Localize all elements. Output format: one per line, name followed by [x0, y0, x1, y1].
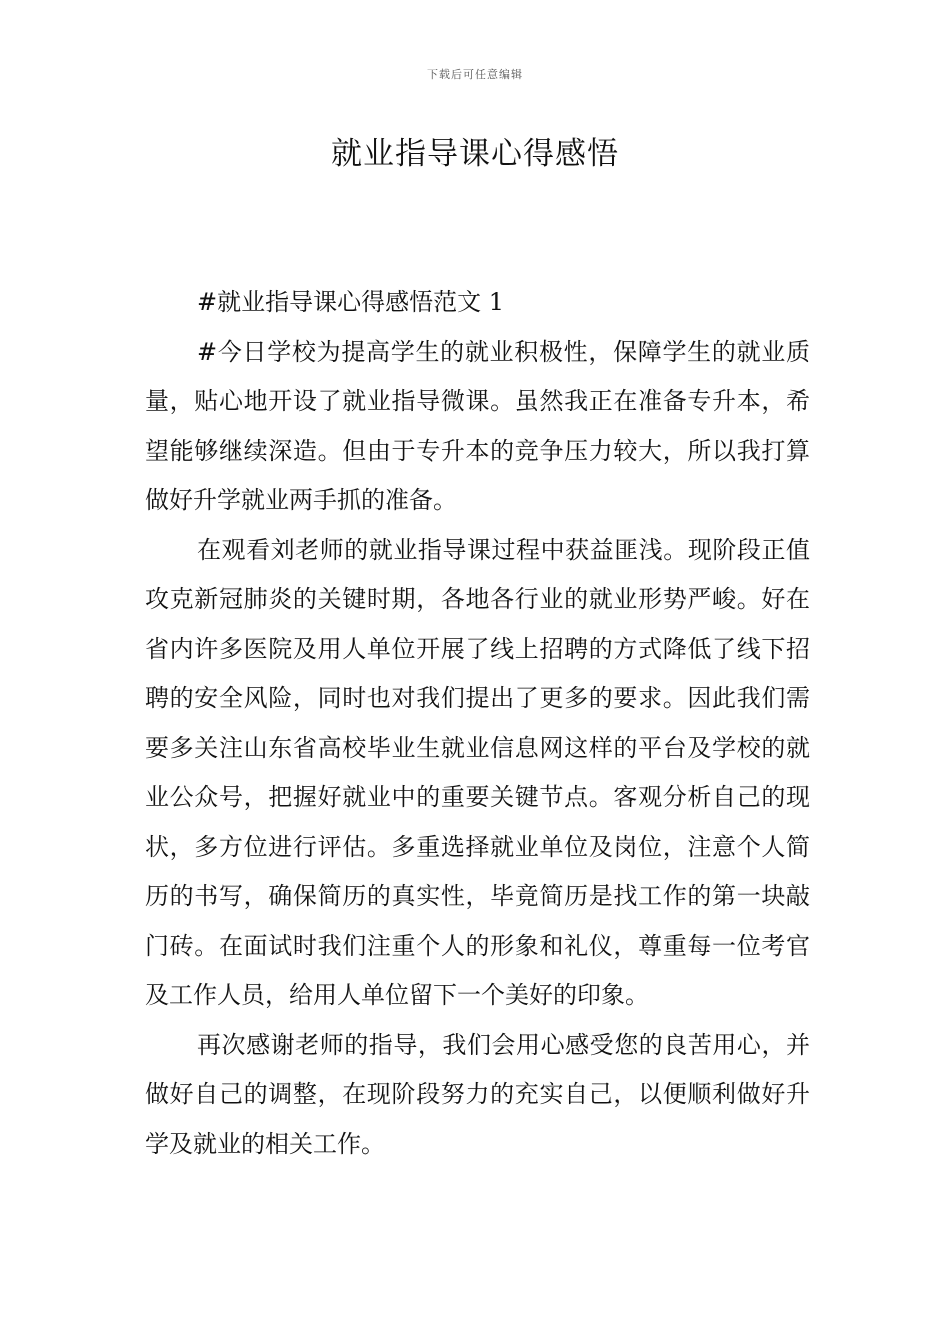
paragraph-heading: #就业指导课心得感悟范文 1: [197, 288, 505, 316]
header-note: 下载后可任意编辑: [427, 68, 523, 81]
paragraph: #今日学校为提高学生的就业积极性，保障学生的就业质量，贴心地开设了就业指导微课。虽然我正在准备专升本，希望能够继续深造。但由于专升本的竞争压力较大，所以我打算做好升学就业两手抓的准备。: [145, 337, 810, 514]
document-body: [145, 278, 810, 1169]
document-title: 就业指导课心得感悟: [331, 136, 619, 172]
paragraph: 在观看刘老师的就业指导课过程中获益匪浅。现阶段正值攻克新冠肺炎的关键时期，各地各行业的就业形势严峻。好在省内许多医院及用人单位开展了线上招聘的方式降低了线下招聘的安全风险，同时也对我们提出了更多的要求。因此我们需要多关注山东省高校毕业生就业信息网这样的平台及学校的就业公众号，把握好就业中的重要关键节点。客观分析自己的现状，多方位进行评估。多重选择就业单位及岗位，注意个人简历的书写，确保简历的真实性，毕竟简历是找工作的第一块敲门砖。在面试时我们注重个人的形象和礼仪，尊重每一位考官及工作人员，给用人单位留下一个美好的印象。: [145, 535, 810, 1009]
paragraph: 再次感谢老师的指导，我们会用心感受您的良苦用心，并做好自己的调整，在现阶段努力的充实自己，以便顺利做好升学及就业的相关工作。: [145, 1030, 810, 1158]
